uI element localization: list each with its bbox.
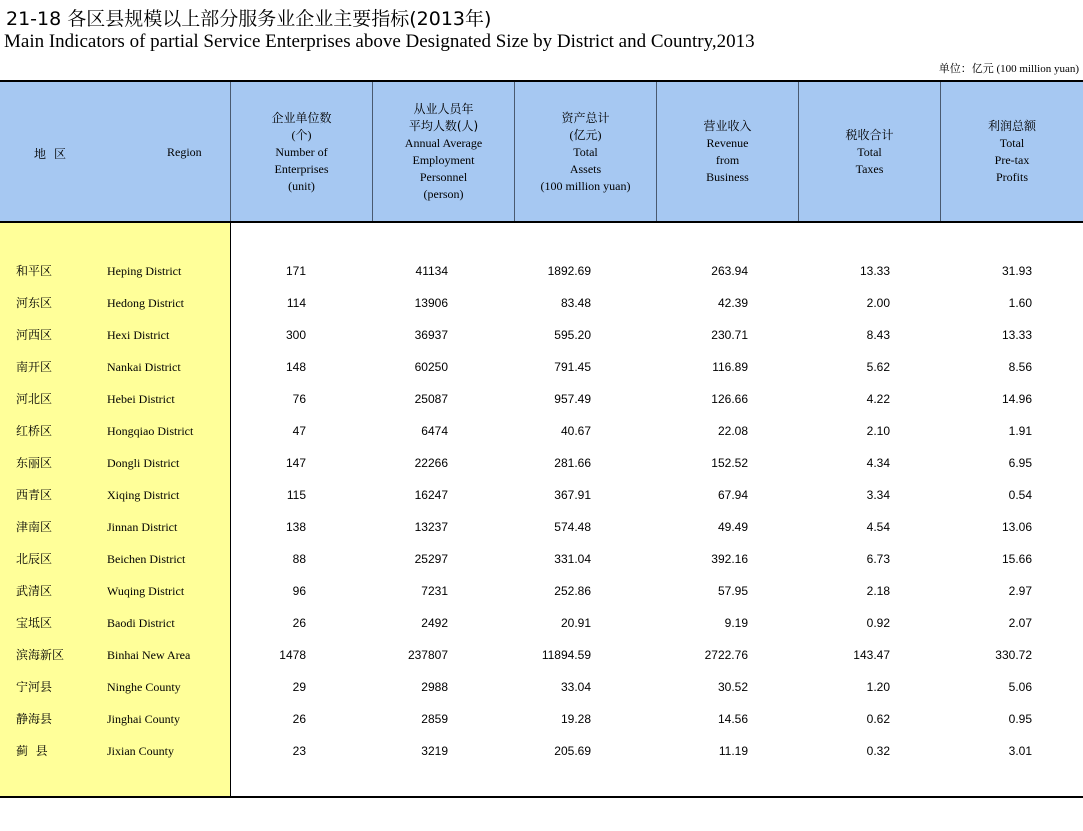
assets-cell: 20.91 [560, 616, 591, 630]
header-line: Business [706, 170, 749, 184]
enterprises-cell: 26 [292, 616, 306, 630]
assets-cell: 957.49 [554, 392, 591, 406]
assets-cell: 574.48 [554, 520, 591, 534]
taxes-cell: 143.47 [853, 648, 890, 662]
region-en: Hebei District [107, 392, 175, 406]
taxes-cell: 1.20 [866, 680, 890, 694]
profits-cell: 330.72 [995, 648, 1032, 662]
assets-cell: 33.04 [560, 680, 591, 694]
employment-cell: 22266 [414, 456, 448, 470]
region-cn: 河北区 [16, 392, 53, 406]
enterprises-cell: 23 [292, 744, 306, 758]
region-cn: 静海县 [16, 712, 53, 726]
page-title-chinese: 21-18 各区县规模以上部分服务业企业主要指标(2013年) [6, 8, 492, 30]
revenue-cell: 392.16 [711, 552, 748, 566]
region-en: Dongli District [107, 456, 180, 470]
header-line: Total [857, 144, 882, 159]
profits-cell: 1.60 [1008, 296, 1032, 310]
enterprises-cell: 300 [285, 328, 306, 342]
region-en: Wuqing District [107, 584, 185, 598]
revenue-cell: 2722.76 [704, 648, 748, 662]
region-en: Beichen District [107, 552, 186, 566]
header-line: Personnel [419, 170, 468, 184]
region-en: Baodi District [107, 616, 175, 630]
header-line: (person) [423, 187, 464, 201]
region-cn: 武清区 [16, 584, 53, 598]
employment-cell: 36937 [414, 328, 448, 342]
header-line: Total [999, 136, 1025, 150]
assets-cell: 252.86 [554, 584, 591, 598]
profits-cell: 6.95 [1008, 456, 1032, 470]
taxes-cell: 4.22 [866, 392, 890, 406]
taxes-cell: 0.92 [866, 616, 890, 630]
region-cn: 河西区 [16, 328, 53, 342]
header-employment [373, 82, 514, 222]
enterprises-cell: 138 [285, 520, 306, 534]
enterprises-cell: 88 [292, 552, 306, 566]
revenue-cell: 11.19 [718, 744, 748, 758]
header-line: (亿元) [569, 127, 602, 142]
table-row [0, 712, 1083, 744]
revenue-cell: 126.66 [711, 392, 748, 406]
header-employment-cn: 从业人员年 [413, 102, 474, 116]
profits-cell: 1.91 [1008, 424, 1032, 438]
assets-cell: 205.69 [554, 744, 591, 758]
table-row [0, 552, 1083, 584]
profits-cell: 5.06 [1008, 680, 1032, 694]
table-row [0, 616, 1083, 648]
employment-cell: 13906 [414, 296, 448, 310]
employment-cell: 60250 [414, 360, 448, 374]
table-row [0, 392, 1083, 424]
header-assets-cn: 资产总计 [561, 110, 610, 125]
enterprises-cell: 1478 [279, 648, 306, 662]
revenue-cell: 49.49 [717, 520, 748, 534]
header-profits [941, 82, 1083, 222]
region-en: Binhai New Area [107, 648, 191, 662]
region-cn: 东丽区 [16, 456, 53, 470]
profits-cell: 31.93 [1001, 264, 1032, 278]
region-en: Ninghe County [107, 680, 181, 694]
enterprises-cell: 26 [292, 712, 306, 726]
taxes-cell: 4.54 [866, 520, 890, 534]
header-revenue-cn: 营业收入 [703, 119, 752, 133]
assets-cell: 1892.69 [547, 264, 591, 278]
region-en: Xiqing District [107, 488, 180, 502]
enterprises-cell: 148 [285, 360, 306, 374]
header-profits-cn: 利润总额 [987, 119, 1036, 133]
region-cn: 和平区 [16, 264, 53, 278]
header-line: Annual Average [404, 136, 483, 150]
header-enterprises [231, 82, 372, 222]
employment-cell: 13237 [414, 520, 448, 534]
header-taxes [799, 82, 940, 222]
taxes-cell: 6.73 [866, 552, 890, 566]
header-assets [515, 82, 656, 222]
revenue-cell: 67.94 [717, 488, 748, 502]
profits-cell: 15.66 [1001, 552, 1032, 566]
taxes-cell: 3.34 [866, 488, 890, 502]
table-row [0, 744, 1083, 776]
profits-cell: 13.33 [1001, 328, 1032, 342]
header-line: Revenue [706, 136, 749, 150]
table-row [0, 424, 1083, 456]
employment-cell: 3219 [421, 744, 448, 758]
table-bottom-rule [0, 796, 1083, 798]
employment-cell: 25087 [414, 392, 448, 406]
region-cn: 北辰区 [16, 552, 53, 566]
employment-cell: 2492 [421, 616, 448, 630]
revenue-cell: 263.94 [711, 264, 748, 278]
header-line: Employment [412, 153, 475, 167]
taxes-cell: 2.10 [866, 424, 890, 438]
taxes-cell: 5.62 [866, 360, 890, 374]
profits-cell: 3.01 [1008, 744, 1032, 758]
header-taxes-cn: 税收合计 [845, 127, 894, 142]
region-en: Jinnan District [107, 520, 178, 534]
employment-cell: 6474 [421, 424, 448, 438]
table-row [0, 648, 1083, 680]
enterprises-cell: 115 [286, 488, 306, 502]
taxes-cell: 0.62 [866, 712, 890, 726]
profits-cell: 8.56 [1008, 360, 1032, 374]
region-en: Hedong District [107, 296, 184, 310]
revenue-cell: 57.95 [717, 584, 748, 598]
assets-cell: 331.04 [554, 552, 591, 566]
enterprises-cell: 147 [285, 456, 306, 470]
table-row [0, 456, 1083, 488]
assets-cell: 281.66 [554, 456, 591, 470]
employment-cell: 7231 [421, 584, 448, 598]
region-cn: 河东区 [16, 296, 53, 310]
header-line: Assets [569, 161, 602, 176]
employment-cell: 41134 [415, 264, 448, 278]
revenue-cell: 9.19 [724, 616, 748, 630]
enterprises-cell: 114 [286, 296, 306, 310]
table-row [0, 328, 1083, 360]
enterprises-cell: 29 [292, 680, 306, 694]
taxes-cell: 0.32 [866, 744, 890, 758]
taxes-cell: 2.00 [866, 296, 890, 310]
table-row [0, 360, 1083, 392]
header-line: (个) [291, 127, 312, 142]
revenue-cell: 42.39 [717, 296, 748, 310]
profits-cell: 0.95 [1008, 712, 1032, 726]
header-line: Enterprises [274, 161, 329, 176]
profits-cell: 0.54 [1008, 488, 1032, 502]
enterprises-cell: 96 [292, 584, 306, 598]
profits-cell: 14.96 [1001, 392, 1032, 406]
revenue-cell: 30.52 [717, 680, 748, 694]
region-cn: 红桥区 [16, 424, 53, 438]
enterprises-cell: 171 [285, 264, 306, 278]
header-employment-cn2: 平均人数(人) [408, 119, 479, 133]
table-row [0, 296, 1083, 328]
region-cn: 滨海新区 [16, 648, 65, 662]
header-revenue [657, 82, 798, 222]
header-line: Profits [995, 170, 1028, 184]
region-en: Hongqiao District [107, 424, 194, 438]
region-cn: 宁河县 [16, 680, 53, 694]
employment-cell: 16247 [414, 488, 448, 502]
header-region-en: Region [167, 145, 202, 159]
assets-cell: 367.91 [554, 488, 591, 502]
enterprises-cell: 47 [292, 424, 306, 438]
assets-cell: 19.28 [560, 712, 591, 726]
revenue-cell: 152.52 [711, 456, 748, 470]
region-cn: 津南区 [16, 520, 53, 534]
header-enterprises-cn: 企业单位数 [271, 110, 332, 125]
profits-cell: 2.07 [1008, 616, 1032, 630]
table-row [0, 520, 1083, 552]
revenue-cell: 116.89 [712, 360, 748, 374]
header-line: Total [573, 144, 598, 159]
revenue-cell: 22.08 [717, 424, 748, 438]
header-line: (100 million yuan) [540, 178, 631, 193]
unit-label: 单位：亿元 (100 million yuan) [938, 63, 1079, 75]
header-line: Taxes [855, 161, 884, 176]
taxes-cell: 8.43 [866, 328, 890, 342]
assets-cell: 40.67 [560, 424, 591, 438]
header-line: Pre-tax [994, 153, 1030, 167]
region-cn: 西青区 [16, 488, 53, 502]
employment-cell: 2988 [421, 680, 448, 694]
table-row [0, 488, 1083, 520]
table-row [0, 584, 1083, 616]
profits-cell: 13.06 [1001, 520, 1032, 534]
taxes-cell: 13.33 [859, 264, 890, 278]
revenue-cell: 230.71 [711, 328, 748, 342]
header-line: (unit) [288, 178, 315, 193]
region-en: Jixian County [107, 744, 175, 758]
table-row [0, 680, 1083, 712]
assets-cell: 791.45 [554, 360, 591, 374]
region-cn: 宝坻区 [16, 616, 53, 630]
region-cn: 南开区 [16, 360, 53, 374]
assets-cell: 595.20 [554, 328, 591, 342]
enterprises-cell: 76 [292, 392, 306, 406]
header-line: from [715, 153, 740, 167]
assets-cell: 11894.59 [541, 648, 591, 662]
header-line: Number of [275, 144, 328, 159]
header-region-cn: 地区 [34, 147, 75, 161]
table-header [0, 82, 1083, 222]
region-en: Hexi District [107, 328, 170, 342]
taxes-cell: 2.18 [866, 584, 890, 598]
region-en: Heping District [107, 264, 182, 278]
taxes-cell: 4.34 [866, 456, 890, 470]
employment-cell: 25297 [414, 552, 448, 566]
employment-cell: 237807 [407, 648, 448, 662]
region-en: Jinghai County [107, 712, 181, 726]
revenue-cell: 14.56 [717, 712, 748, 726]
region-cn: 蓟 县 [16, 744, 48, 758]
region-en: Nankai District [107, 360, 181, 374]
employment-cell: 2859 [421, 712, 448, 726]
profits-cell: 2.97 [1008, 584, 1032, 598]
page-title-english: Main Indicators of partial Service Enterprises above Designated Size by District and Country,2013 [4, 31, 755, 52]
table-row [0, 264, 1083, 296]
assets-cell: 83.48 [560, 296, 591, 310]
